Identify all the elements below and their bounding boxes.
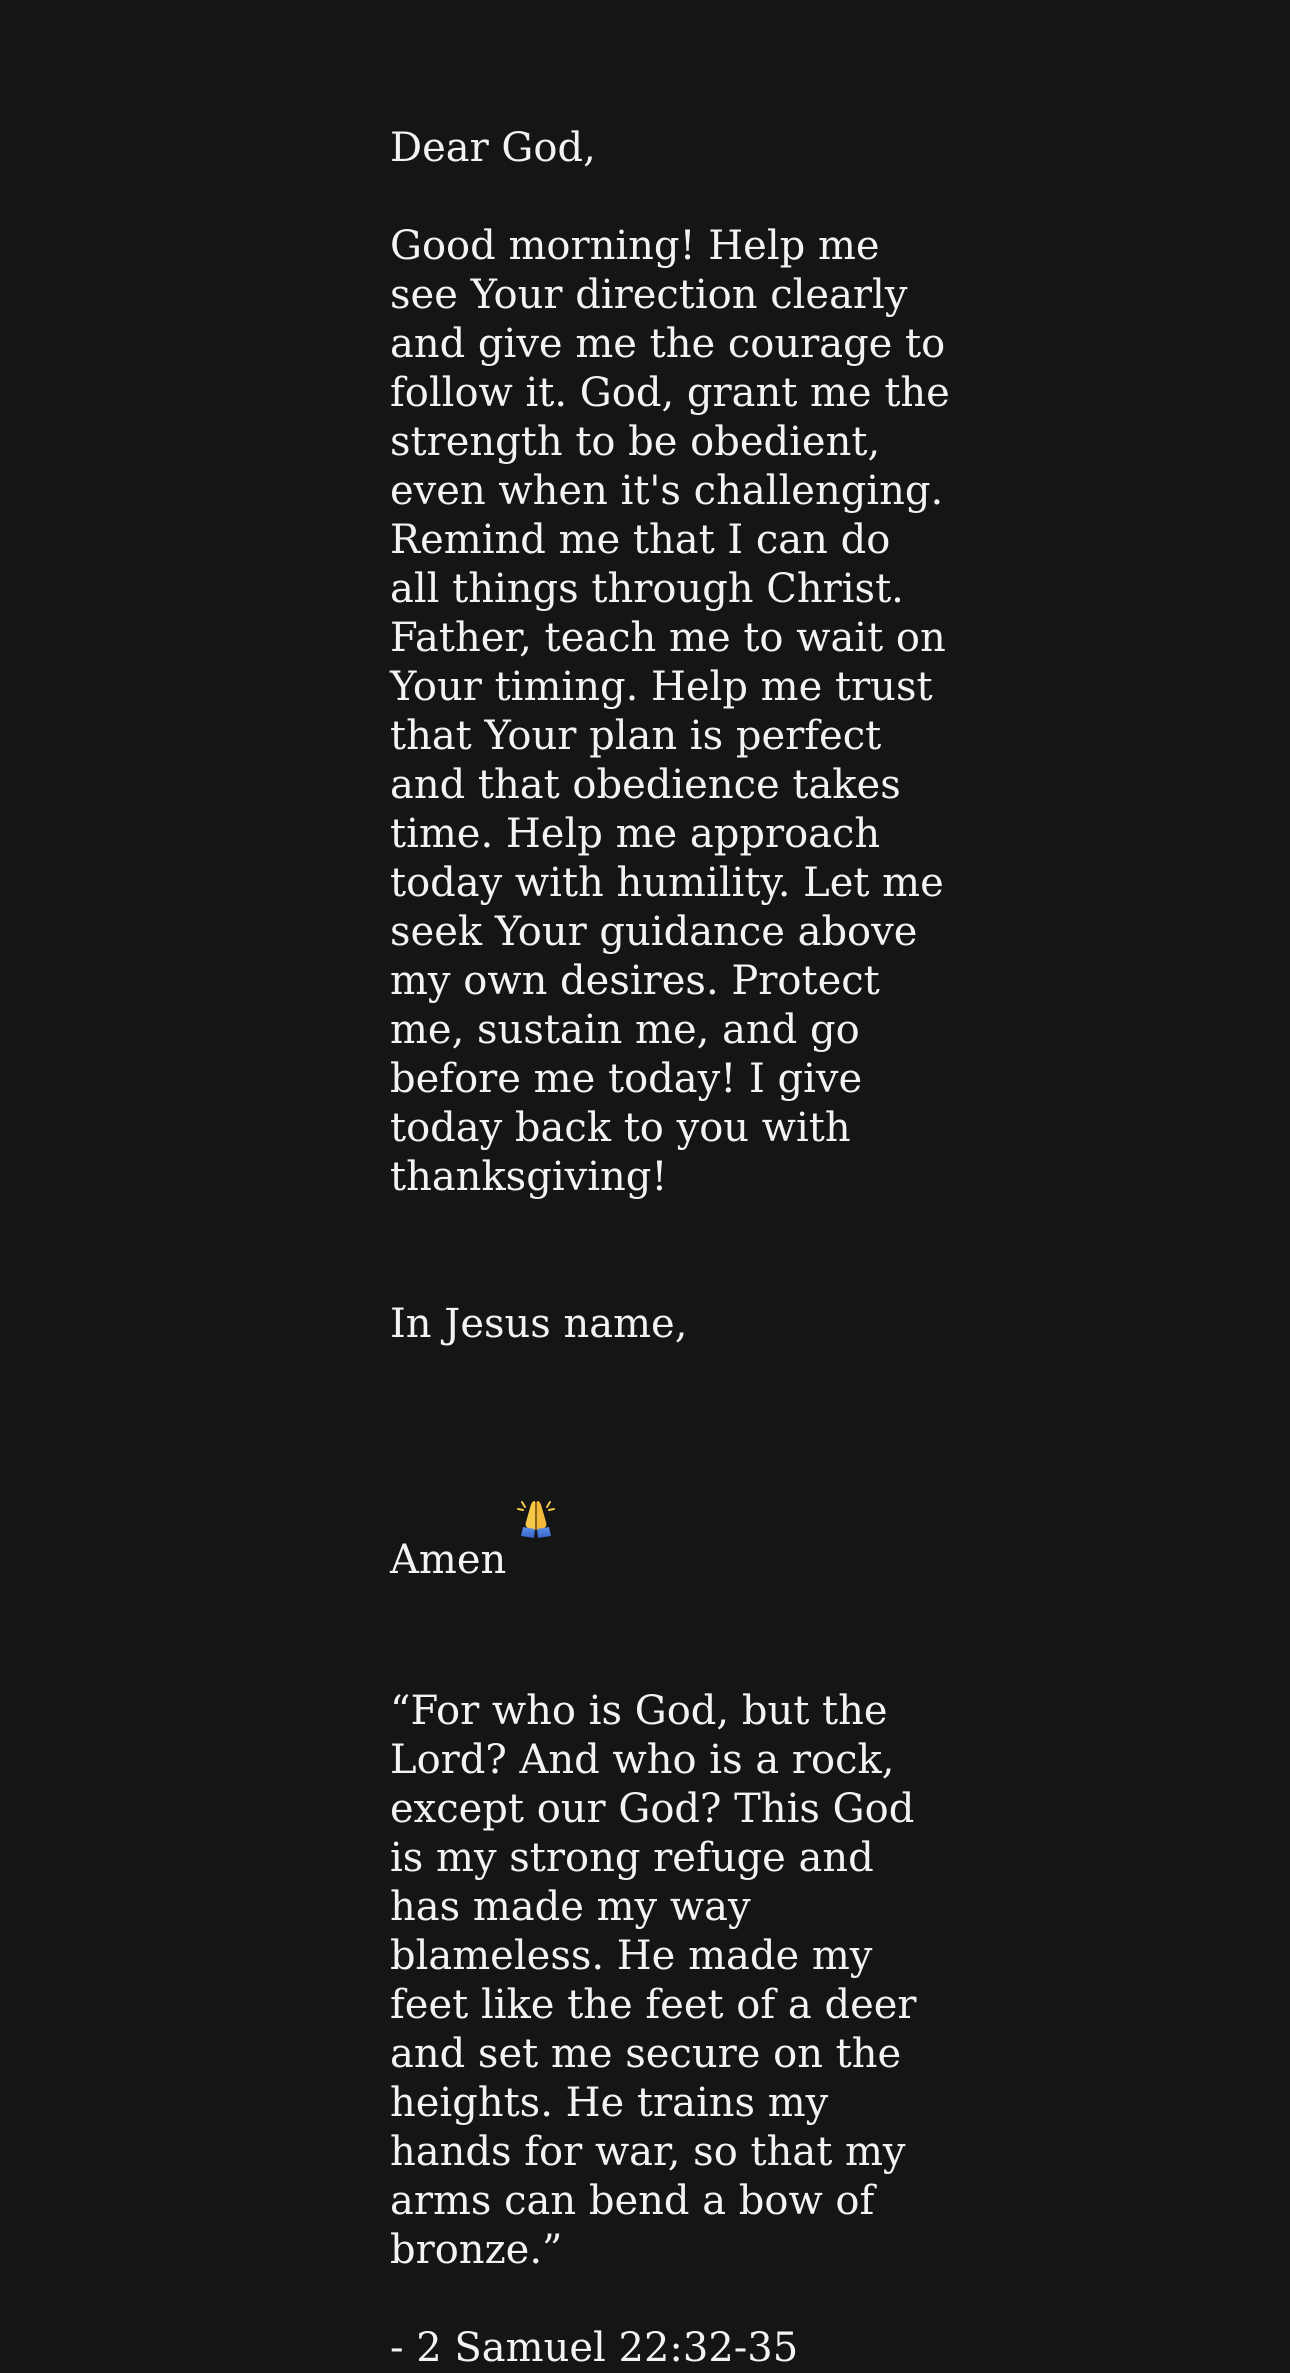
verse-reference: - 2 Samuel 22:32-35 — [390, 2325, 799, 2371]
closing-line: In Jesus name, — [390, 1301, 688, 1347]
salutation: Dear God, — [390, 125, 596, 171]
amen-text: Amen — [390, 1537, 507, 1583]
prayer-text-block — [390, 124, 950, 2373]
prayer-body: Good morning! Help me see Your direction clearly and give me the courage to follow it. God, grant me the strength to be obedient, even when it's challenging. Remind me that I can do all things through Christ. Father, teach me to wait on Your timing. Help me trust that Your plan is perfect and that obedience takes time. Help me approach today with humility. Let me seek Your guidance above my own desires. Protect me, sustain me, and go before me today! I give today back to you with thanksgiving! — [390, 223, 950, 1200]
bible-verse: “For who is God, but the Lord? And who is a rock, except our God? This God is my strong refuge and has made my way blameless. He made my feet like the feet of a deer and set me secure on the heights. He trains my hands for war, so that my arms can bend a bow of bronze.” — [390, 1688, 917, 2273]
closing — [390, 1251, 950, 1638]
amen-line — [390, 1398, 950, 1589]
praying-hands-icon — [514, 1447, 558, 1589]
